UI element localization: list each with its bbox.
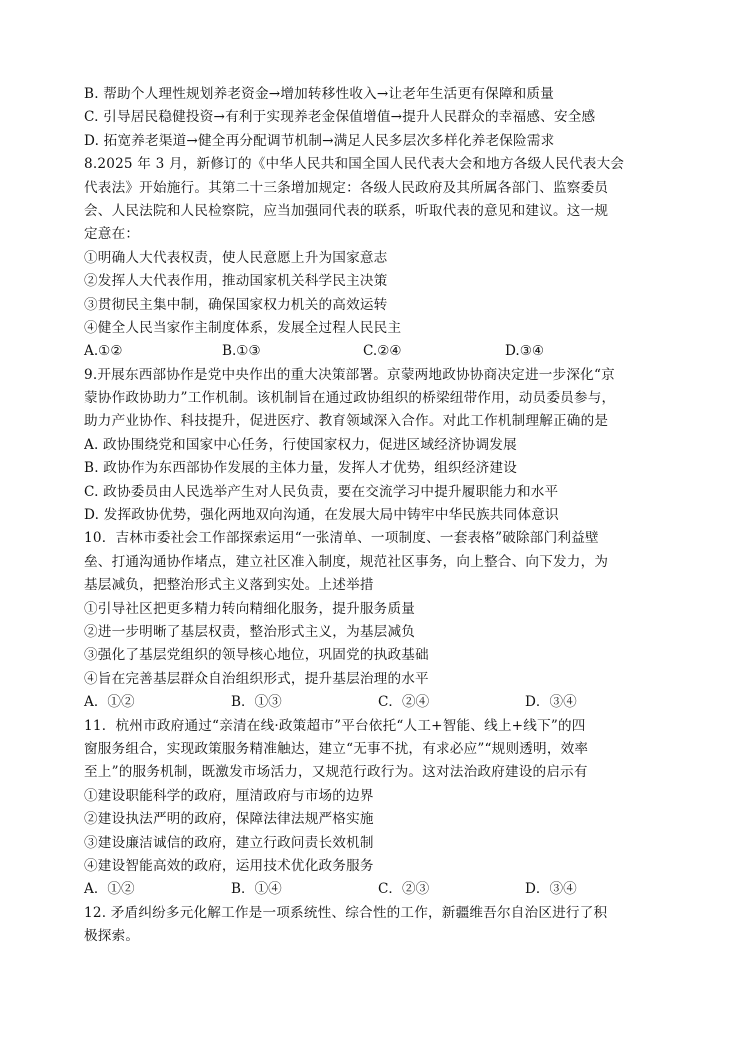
- question-stem-line: 蒙协作政协助力”工作机制。该机制旨在通过政协组织的桥梁纽带作用，动员委员参与，: [84, 390, 616, 407]
- statement-item: ②建设执法严明的政府，保障法律法规严格实施: [84, 811, 374, 828]
- statement-item: ③强化了基层党组织的领导核心地位，巩固党的执政基础: [84, 647, 429, 664]
- question-stem-line: 极探索。: [84, 928, 140, 945]
- choice-c: C．②③: [378, 881, 430, 898]
- question-8: [84, 153, 692, 364]
- question-stem-line: 定意在：: [84, 226, 140, 243]
- statement-item: ①引导社区把更多精力转向精细化服务，提升服务质量: [84, 600, 416, 617]
- question-stem-line: 12. 矛盾纠纷多元化解工作是一项系统性、综合性的工作，新疆维吾尔自治区进行了积: [84, 904, 608, 921]
- question-stem-line: 8.2025 年 3 月，新修订的《中华人民共和国全国人民代表大会和地方各级人民代表大会: [84, 156, 625, 173]
- option-d: D. 拓宽养老渠道→健全再分配调节机制→满足人民多层次多样化养老保险需求: [84, 132, 555, 149]
- option-a: A. 政协围绕党和国家中心任务，行使国家权力，促进区域经济协调发展: [84, 436, 517, 453]
- statement-item: ③建设廉洁诚信的政府，建立行政问责长效机制: [84, 834, 374, 851]
- question-7-options: [84, 83, 692, 153]
- statement-item: ④建设智能高效的政府，运用技术优化政务服务: [84, 857, 374, 874]
- question-stem-line: 垒、打通沟通协作堵点，建立社区准入制度，规范社区事务，向上整合、向下发力，为: [84, 553, 609, 570]
- question-stem-line: 助力产业协作、科技提升，促进医疗、教育领域深入合作。对此工作机制理解正确的是: [84, 413, 609, 430]
- choice-d: D.③④: [505, 343, 545, 360]
- question-11: [84, 715, 692, 902]
- choice-a: A．①②: [84, 694, 135, 711]
- answer-choices: [84, 340, 692, 363]
- choice-a: A．①②: [84, 881, 135, 898]
- question-stem-line: 会、人民法院和人民检察院，应当加强同代表的联系，听取代表的意见和建议。这一规: [84, 202, 609, 219]
- statement-item: ④旨在完善基层群众自治组织形式，提升基层治理的水平: [84, 670, 429, 687]
- choice-c: C.②④: [363, 343, 402, 360]
- question-stem-line: 至上”的服务机制，既激发市场活力，又规范行政行为。这对法治政府建设的启示有: [84, 764, 588, 781]
- choice-b: B.①③: [222, 343, 261, 360]
- question-stem-line: 基层减负，把整治形式主义落到实处。上述举措: [84, 577, 374, 594]
- choice-d: D．③④: [525, 881, 577, 898]
- option-b: B. 帮助个人理性规划养老资金→增加转移性收入→让老年生活更有保障和质量: [84, 86, 555, 102]
- choice-b: B．①④: [231, 881, 282, 898]
- question-10: [84, 527, 692, 714]
- option-c: C. 政协委员由人民选举产生对人民负责，要在交流学习中提升履职能力和水平: [84, 483, 559, 500]
- question-stem-line: 10．吉林市委社会工作部探索运用“一张清单、一项制度、一套表格”破除部门利益壁: [84, 530, 599, 547]
- choice-c: C．②④: [378, 694, 430, 711]
- answer-choices: [84, 691, 692, 714]
- choice-a: A.①②: [84, 343, 123, 360]
- statement-item: ②发挥人大代表作用，推动国家机关科学民主决策: [84, 273, 388, 290]
- option-d: D. 发挥政协优势，强化两地双向沟通，在发展大局中铸牢中华民族共同体意识: [84, 507, 559, 524]
- question-9: [84, 364, 692, 528]
- choice-b: B．①③: [231, 694, 282, 711]
- question-stem-line: 11．杭州市政府通过“亲清在线·政策超市”平台依托“人工+智能、线上+线下”的四: [84, 717, 586, 734]
- statement-item: ①明确人大代表权责，使人民意愿上升为国家意志: [84, 249, 388, 266]
- statement-item: ②进一步明晰了基层权责，整治形式主义，为基层减负: [84, 623, 416, 640]
- question-12: [84, 902, 692, 949]
- question-stem-line: 代表法》开始施行。其第二十三条增加规定：各级人民政府及其所属各部门、监察委员: [84, 179, 609, 196]
- option-b: B. 政协作为东西部协作发展的主体力量，发挥人才优势，组织经济建设: [84, 460, 518, 477]
- statement-item: ④健全人民当家作主制度体系，发展全过程人民民主: [84, 319, 402, 336]
- statement-item: ③贯彻民主集中制，确保国家权力机关的高效运转: [84, 296, 388, 313]
- question-stem-line: 窗服务组合，实现政策服务精准触达，建立“无事不扰，有求必应”“规则透明，效率: [84, 740, 589, 757]
- statement-item: ①建设职能科学的政府，厘清政府与市场的边界: [84, 787, 374, 804]
- answer-choices: [84, 878, 692, 901]
- choice-d: D．③④: [525, 694, 577, 711]
- option-c: C. 引导居民稳健投资→有利于实现养老金保值增值→提升人民群众的幸福感、安全感: [84, 109, 596, 126]
- question-stem-line: 9.开展东西部协作是党中央作出的重大决策部署。京蒙两地政协协商决定进一步深化“京: [84, 366, 615, 383]
